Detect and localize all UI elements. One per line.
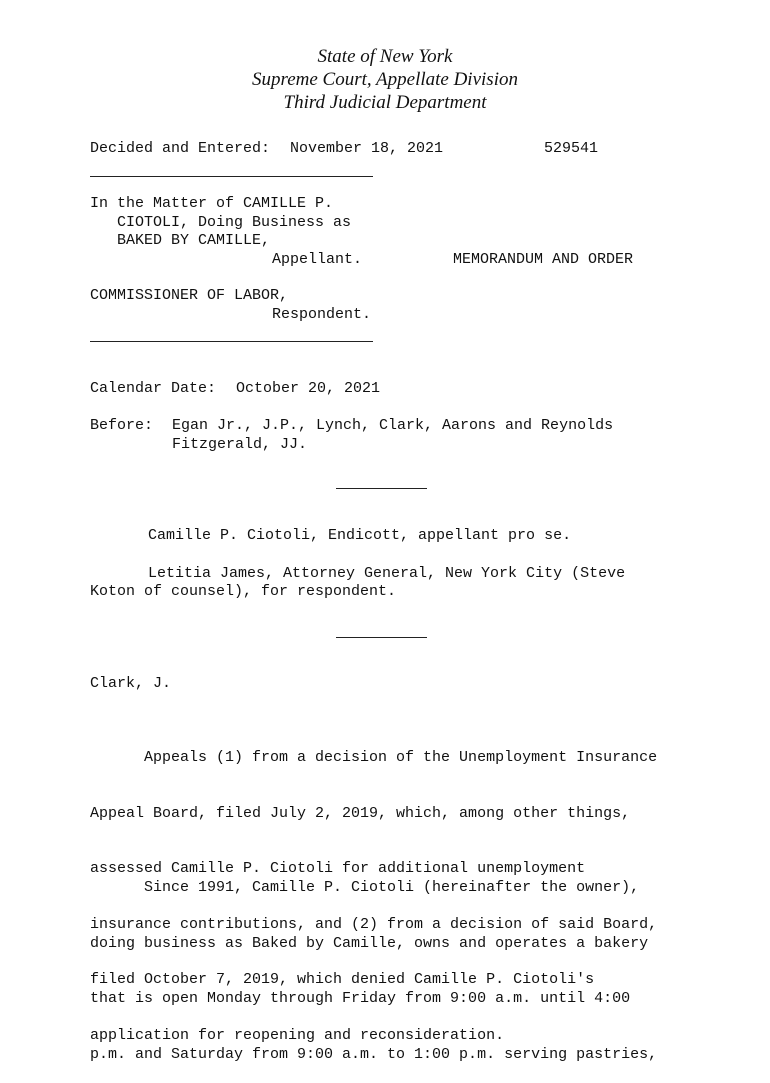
opinion-author: Clark, J. — [90, 675, 172, 692]
caption-line-2: CIOTOLI, Doing Business as — [90, 214, 352, 231]
paragraph-line: application for reopening and reconsideration. — [90, 1026, 505, 1044]
decided-label: Decided and Entered: — [90, 140, 271, 157]
counsel-respondent-line-2: Koton of counsel), for respondent. — [90, 583, 397, 600]
docket-number: 529541 — [544, 140, 599, 157]
caption-line-1: In the Matter of CAMILLE P. — [90, 195, 334, 212]
calendar-date: October 20, 2021 — [236, 380, 381, 397]
appellant-role: Appellant. — [272, 251, 363, 268]
court-state: State of New York — [317, 46, 453, 67]
panel-label: Before: — [90, 417, 154, 434]
court-name: Supreme Court, Appellate Division — [252, 69, 518, 90]
paragraph-line: that is open Monday through Friday from 9:00 a.m. until 4:00 — [90, 990, 631, 1007]
calendar-label: Calendar Date: — [90, 380, 217, 397]
counsel-respondent-line-1: Letitia James, Attorney General, New York City (Steve — [148, 565, 626, 582]
section-divider-2 — [336, 637, 427, 638]
order-type: MEMORANDUM AND ORDER — [453, 251, 634, 268]
decided-date: November 18, 2021 — [290, 140, 444, 157]
caption-top-rule — [90, 176, 373, 177]
counsel-appellant: Camille P. Ciotoli, Endicott, appellant pro se. — [148, 527, 572, 544]
paragraph-line: insurance contributions, and (2) from a decision of said Board, — [90, 915, 658, 933]
paragraph-line: assessed Camille P. Ciotoli for additional unemployment — [90, 860, 586, 877]
court-department: Third Judicial Department — [283, 92, 487, 113]
paragraph-line: filed October 7, 2019, which denied Camille P. Ciotoli's — [90, 971, 595, 988]
court-header — [0, 45, 770, 114]
panel-line-1: Egan Jr., J.P., Lynch, Clark, Aarons and Reynolds — [172, 417, 614, 434]
opinion-paragraph-2 — [90, 842, 657, 1083]
paragraph-line: p.m. and Saturday from 9:00 a.m. to 1:00 p.m. serving pastries, — [90, 1045, 658, 1063]
caption-line-3: BAKED BY CAMILLE, — [90, 232, 271, 249]
respondent-name: COMMISSIONER OF LABOR, — [90, 287, 289, 304]
panel-line-2: Fitzgerald, JJ. — [172, 436, 308, 453]
paragraph-line: doing business as Baked by Camille, owns and operates a bakery — [90, 934, 649, 952]
respondent-role: Respondent. — [272, 306, 372, 323]
section-divider-1 — [336, 488, 427, 489]
paragraph-line: Since 1991, Camille P. Ciotoli (hereinafter the owner), — [90, 879, 640, 896]
paragraph-line: Appeals (1) from a decision of the Unemployment Insurance — [90, 749, 658, 766]
paragraph-line: Appeal Board, filed July 2, 2019, which, among other things, — [90, 804, 631, 822]
caption-bottom-rule — [90, 341, 373, 342]
